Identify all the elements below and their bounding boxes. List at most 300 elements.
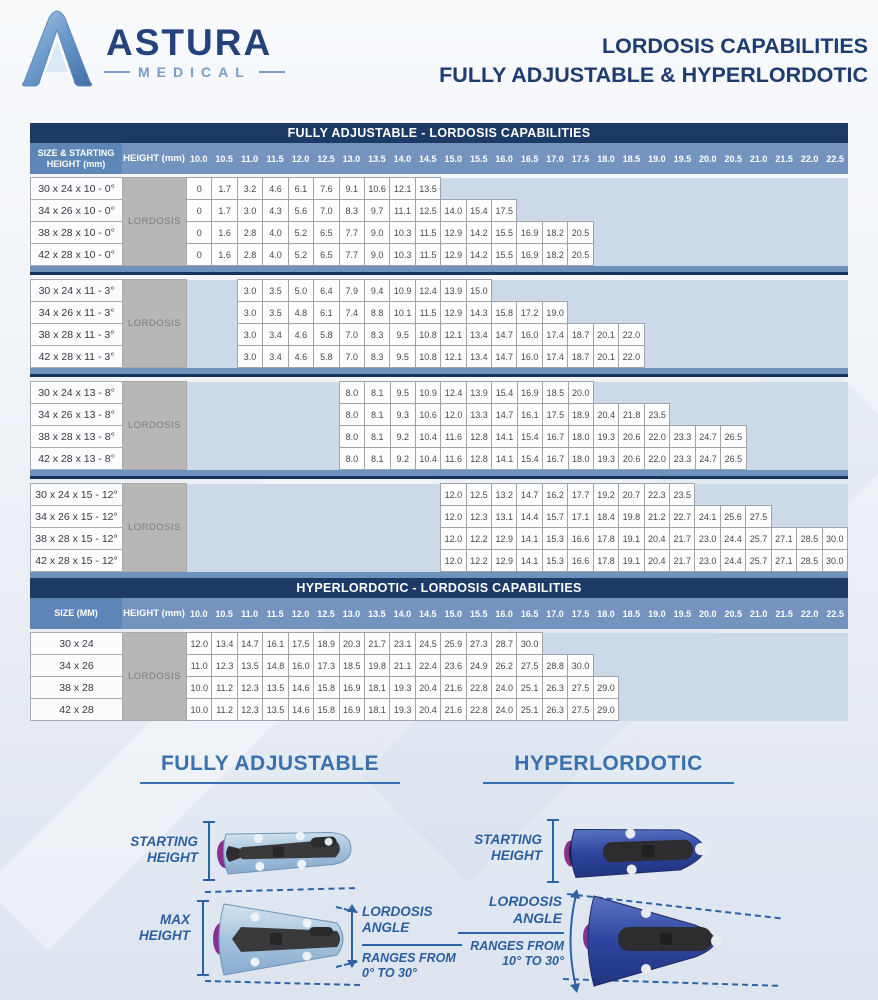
empty-cell bbox=[746, 633, 771, 655]
height-value-header: 17.5 bbox=[568, 598, 593, 629]
empty-cell bbox=[720, 655, 745, 677]
lordosis-value-cell: 9.5 bbox=[390, 382, 415, 404]
empty-cell bbox=[720, 280, 745, 302]
lordosis-value-cell: 20.6 bbox=[619, 448, 644, 470]
lordosis-value-cell: 4.6 bbox=[288, 324, 313, 346]
lordosis-value-cell: 5.2 bbox=[288, 244, 313, 266]
lordosis-value-cell: 23.6 bbox=[441, 655, 466, 677]
lordosis-value-cell: 8.1 bbox=[365, 404, 390, 426]
lordosis-value-cell: 3.0 bbox=[237, 302, 262, 324]
height-value-header: 10.5 bbox=[211, 598, 236, 629]
height-value-header: 22.5 bbox=[822, 598, 848, 629]
height-value-header: 12.0 bbox=[288, 598, 313, 629]
lordosis-value-cell: 11.6 bbox=[441, 426, 466, 448]
empty-cell bbox=[746, 280, 771, 302]
height-value-header: 12.5 bbox=[313, 598, 338, 629]
row-label: 38 x 28 x 11 - 3° bbox=[31, 324, 123, 346]
empty-cell bbox=[187, 528, 212, 550]
empty-cell bbox=[619, 302, 644, 324]
lordosis-value-cell: 7.0 bbox=[339, 324, 364, 346]
empty-cell bbox=[797, 280, 822, 302]
empty-cell bbox=[263, 426, 288, 448]
empty-cell bbox=[695, 699, 720, 721]
empty-cell bbox=[390, 528, 415, 550]
empty-cell bbox=[619, 280, 644, 302]
lordosis-value-cell: 12.0 bbox=[441, 550, 466, 572]
lordosis-value-cell: 27.5 bbox=[517, 655, 542, 677]
height-value-header: 21.0 bbox=[746, 143, 771, 174]
lordosis-value-cell: 10.6 bbox=[415, 404, 440, 426]
lordosis-value-cell: 20.4 bbox=[415, 699, 440, 721]
lordosis-value-cell: 22.3 bbox=[644, 484, 669, 506]
lordosis-value-cell: 25.9 bbox=[441, 633, 466, 655]
fa-lordosis-angle-bracket bbox=[344, 904, 360, 968]
empty-cell bbox=[797, 382, 822, 404]
empty-cell bbox=[695, 302, 720, 324]
empty-cell bbox=[720, 302, 745, 324]
empty-cell bbox=[237, 506, 262, 528]
empty-cell bbox=[822, 302, 847, 324]
height-value-header: 12.0 bbox=[288, 143, 313, 174]
lordosis-value-cell: 12.5 bbox=[415, 200, 440, 222]
empty-cell bbox=[288, 506, 313, 528]
height-value-header: 12.5 bbox=[313, 143, 338, 174]
empty-cell bbox=[212, 550, 237, 572]
lordosis-value-cell: 14.4 bbox=[517, 506, 542, 528]
empty-cell bbox=[593, 244, 618, 266]
empty-cell bbox=[771, 200, 796, 222]
empty-cell bbox=[644, 222, 669, 244]
lordosis-value-cell: 19.3 bbox=[594, 426, 619, 448]
lordosis-value-cell: 24.5 bbox=[415, 633, 440, 655]
empty-cell bbox=[517, 178, 542, 200]
lordosis-value-cell: 24.4 bbox=[720, 528, 745, 550]
lordosis-value-cell: 14.7 bbox=[517, 484, 542, 506]
height-value-header: 16.5 bbox=[517, 598, 542, 629]
empty-cell bbox=[415, 484, 440, 506]
lordosis-value-cell: 3.5 bbox=[263, 302, 288, 324]
lordosis-value-cell: 14.3 bbox=[466, 302, 491, 324]
lordosis-value-cell: 12.2 bbox=[466, 550, 491, 572]
lordosis-value-cell: 12.3 bbox=[237, 699, 262, 721]
lordosis-value-cell: 17.7 bbox=[568, 484, 593, 506]
hl-lordosis-angle-bracket bbox=[562, 888, 580, 994]
lordosis-value-cell: 16.6 bbox=[568, 550, 593, 572]
empty-cell bbox=[746, 200, 771, 222]
lordosis-value-cell: 23.3 bbox=[670, 426, 695, 448]
lordosis-value-cell: 12.9 bbox=[441, 244, 466, 266]
lordosis-value-cell: 8.0 bbox=[339, 404, 364, 426]
empty-cell bbox=[797, 655, 822, 677]
empty-cell bbox=[746, 699, 771, 721]
height-value-header: 20.5 bbox=[721, 143, 746, 174]
lordosis-value-cell: 8.8 bbox=[364, 302, 389, 324]
empty-cell bbox=[263, 506, 288, 528]
empty-cell bbox=[822, 382, 848, 404]
lordosis-value-cell: 12.9 bbox=[441, 222, 466, 244]
empty-cell bbox=[568, 302, 593, 324]
lordosis-value-cell: 13.4 bbox=[466, 346, 491, 368]
empty-cell bbox=[644, 302, 669, 324]
empty-cell bbox=[695, 404, 720, 426]
empty-cell bbox=[720, 200, 745, 222]
fully-adjustable-starting-device-image bbox=[212, 810, 358, 891]
lordosis-value-cell: 11.0 bbox=[187, 655, 212, 677]
fully-adjustable-max-device-image bbox=[210, 896, 352, 982]
lordosis-value-cell: 9.0 bbox=[364, 244, 389, 266]
empty-cell bbox=[237, 528, 262, 550]
empty-cell bbox=[670, 178, 695, 200]
table-group bbox=[30, 632, 848, 721]
empty-cell bbox=[314, 528, 339, 550]
lordosis-value-cell: 6.1 bbox=[314, 302, 339, 324]
lordosis-value-cell: 6.5 bbox=[314, 222, 339, 244]
height-value-header: 15.5 bbox=[466, 598, 491, 629]
empty-cell bbox=[187, 404, 212, 426]
empty-cell bbox=[746, 404, 771, 426]
lordosis-value-cell: 15.4 bbox=[492, 382, 517, 404]
empty-cell bbox=[822, 324, 847, 346]
empty-cell bbox=[746, 484, 771, 506]
lordosis-value-cell: 15.4 bbox=[517, 448, 542, 470]
height-value-header: 14.5 bbox=[415, 143, 440, 174]
empty-cell bbox=[644, 200, 669, 222]
lordosis-value-cell: 23.1 bbox=[390, 633, 415, 655]
lordosis-value-cell: 16.1 bbox=[517, 404, 542, 426]
lordosis-value-cell: 19.8 bbox=[619, 506, 644, 528]
table-group bbox=[30, 279, 848, 368]
hl-lordosis-angle-label: LORDOSIS ANGLE bbox=[488, 893, 562, 927]
empty-cell bbox=[288, 382, 313, 404]
lordosis-value-cell: 9.2 bbox=[390, 448, 415, 470]
lordosis-value-cell: 12.8 bbox=[466, 426, 491, 448]
lordosis-value-cell: 13.1 bbox=[492, 506, 517, 528]
lordosis-value-cell: 7.0 bbox=[314, 200, 339, 222]
lordosis-value-cell: 7.9 bbox=[339, 280, 364, 302]
lordosis-value-cell: 18.4 bbox=[593, 506, 618, 528]
empty-cell bbox=[619, 178, 644, 200]
lordosis-value-cell: 5.0 bbox=[288, 280, 313, 302]
hl-starting-height-label: STARTING HEIGHT bbox=[474, 832, 542, 864]
lordosis-value-cell: 8.0 bbox=[339, 382, 364, 404]
lordosis-value-cell: 15.5 bbox=[492, 222, 517, 244]
lordosis-value-cell: 15.4 bbox=[517, 426, 542, 448]
lordosis-value-cell: 8.0 bbox=[339, 426, 364, 448]
row-label: 34 x 26 bbox=[31, 655, 123, 677]
empty-cell bbox=[212, 404, 237, 426]
table-title-bar: FULLY ADJUSTABLE - LORDOSIS CAPABILITIES bbox=[30, 123, 848, 143]
lordosis-value-cell: 16.9 bbox=[517, 382, 542, 404]
empty-cell bbox=[746, 382, 771, 404]
lordosis-value-cell: 15.3 bbox=[542, 528, 567, 550]
height-value-header: 19.0 bbox=[644, 143, 669, 174]
empty-cell bbox=[542, 633, 567, 655]
empty-cell bbox=[237, 426, 262, 448]
row-label: 30 x 24 bbox=[31, 633, 123, 655]
lordosis-value-cell: 4.8 bbox=[288, 302, 313, 324]
empty-cell bbox=[771, 655, 796, 677]
height-value-header: 18.0 bbox=[593, 143, 618, 174]
empty-cell bbox=[822, 244, 847, 266]
table-title-bar: HYPERLORDOTIC - LORDOSIS CAPABILITIES bbox=[30, 578, 848, 598]
empty-cell bbox=[212, 280, 237, 302]
lordosis-value-cell: 13.5 bbox=[415, 178, 440, 200]
lordosis-value-cell: 12.0 bbox=[187, 633, 212, 655]
lordosis-value-cell: 3.4 bbox=[263, 346, 288, 368]
lordosis-value-cell: 20.3 bbox=[339, 633, 364, 655]
lordosis-value-cell: 8.3 bbox=[339, 200, 364, 222]
empty-cell bbox=[720, 222, 745, 244]
lordosis-value-cell: 4.3 bbox=[263, 200, 288, 222]
empty-cell bbox=[288, 484, 313, 506]
lordosis-value-cell: 15.3 bbox=[542, 550, 567, 572]
empty-cell bbox=[797, 200, 822, 222]
empty-cell bbox=[441, 178, 466, 200]
height-value-header: 14.5 bbox=[415, 598, 440, 629]
lordosis-value-cell: 7.6 bbox=[314, 178, 339, 200]
lordosis-value-cell: 27.5 bbox=[568, 699, 593, 721]
table-row bbox=[31, 633, 848, 655]
empty-cell bbox=[772, 382, 797, 404]
empty-cell bbox=[822, 448, 848, 470]
empty-cell bbox=[822, 404, 848, 426]
empty-cell bbox=[670, 677, 695, 699]
hl-starting-height-bracket bbox=[546, 818, 560, 884]
height-value-header: 16.0 bbox=[491, 143, 516, 174]
empty-cell bbox=[644, 382, 669, 404]
size-column-header: SIZE (MM) bbox=[30, 598, 122, 629]
lordosis-value-cell: 26.5 bbox=[721, 426, 746, 448]
empty-cell bbox=[314, 484, 339, 506]
empty-cell bbox=[822, 655, 847, 677]
lordosis-value-cell: 19.1 bbox=[619, 550, 644, 572]
lordosis-value-cell: 15.0 bbox=[466, 280, 491, 302]
lordosis-value-cell: 19.2 bbox=[593, 484, 618, 506]
lordosis-value-cell: 3.5 bbox=[263, 280, 288, 302]
height-value-header: 20.0 bbox=[695, 143, 720, 174]
lordosis-value-cell: 28.7 bbox=[492, 633, 517, 655]
brand-name: ASTURA bbox=[106, 22, 273, 63]
lordosis-value-cell: 13.5 bbox=[263, 677, 288, 699]
empty-cell bbox=[670, 382, 695, 404]
lordosis-value-cell: 10.6 bbox=[364, 178, 389, 200]
empty-cell bbox=[695, 324, 720, 346]
lordosis-value-cell: 12.1 bbox=[441, 346, 466, 368]
lordosis-value-cell: 28.5 bbox=[797, 550, 822, 572]
lordosis-value-cell: 22.4 bbox=[415, 655, 440, 677]
fa-max-height-bracket bbox=[196, 899, 210, 977]
lordosis-value-cell: 12.5 bbox=[466, 484, 491, 506]
row-label: 42 x 28 x 13 - 8° bbox=[31, 448, 123, 470]
height-value-header: 10.0 bbox=[186, 598, 211, 629]
height-column-header: HEIGHT (mm) bbox=[122, 598, 186, 629]
row-label: 30 x 24 x 11 - 3° bbox=[31, 280, 123, 302]
empty-cell bbox=[288, 448, 313, 470]
lordosis-value-cell: 17.3 bbox=[314, 655, 339, 677]
lordosis-value-cell: 8.0 bbox=[339, 448, 364, 470]
lordosis-value-cell: 25.1 bbox=[517, 677, 542, 699]
lordosis-value-cell: 0 bbox=[187, 222, 212, 244]
lordosis-value-cell: 3.0 bbox=[237, 280, 262, 302]
empty-cell bbox=[237, 448, 262, 470]
row-label: 38 x 28 bbox=[31, 677, 123, 699]
lordosis-value-cell: 12.1 bbox=[390, 178, 415, 200]
empty-cell bbox=[695, 178, 720, 200]
row-label: 42 x 28 x 10 - 0° bbox=[31, 244, 123, 266]
empty-cell bbox=[771, 280, 796, 302]
empty-cell bbox=[364, 484, 389, 506]
lordosis-value-cell: 13.9 bbox=[441, 280, 466, 302]
lordosis-value-cell: 21.8 bbox=[619, 404, 644, 426]
lordosis-value-cell: 18.0 bbox=[568, 426, 593, 448]
lordosis-value-cell: 3.0 bbox=[237, 200, 262, 222]
empty-cell bbox=[721, 382, 746, 404]
empty-cell bbox=[822, 484, 847, 506]
empty-cell bbox=[644, 346, 669, 368]
lordosis-value-cell: 11.5 bbox=[415, 244, 440, 266]
lordosis-value-cell: 12.3 bbox=[466, 506, 491, 528]
empty-cell bbox=[237, 484, 262, 506]
lordosis-value-cell: 10.4 bbox=[415, 448, 440, 470]
empty-cell bbox=[670, 404, 695, 426]
lordosis-value-cell: 21.6 bbox=[441, 677, 466, 699]
empty-cell bbox=[568, 633, 593, 655]
empty-cell bbox=[593, 302, 618, 324]
empty-cell bbox=[670, 324, 695, 346]
empty-cell bbox=[670, 302, 695, 324]
lordosis-value-cell: 25.1 bbox=[517, 699, 542, 721]
empty-cell bbox=[771, 178, 796, 200]
empty-cell bbox=[237, 404, 262, 426]
lordosis-value-cell: 25.6 bbox=[720, 506, 745, 528]
page-title-line2: FULLY ADJUSTABLE & HYPERLORDOTIC bbox=[439, 62, 868, 87]
lordosis-value-cell: 7.4 bbox=[339, 302, 364, 324]
hyperlordotic-heading-underline bbox=[483, 782, 734, 784]
empty-cell bbox=[466, 178, 491, 200]
lordosis-value-cell: 9.4 bbox=[364, 280, 389, 302]
height-value-header: 18.5 bbox=[619, 598, 644, 629]
empty-cell bbox=[797, 244, 822, 266]
height-value-header: 14.0 bbox=[390, 143, 415, 174]
table-row bbox=[31, 178, 848, 200]
empty-cell bbox=[644, 244, 669, 266]
empty-cell bbox=[594, 382, 619, 404]
empty-cell bbox=[314, 426, 339, 448]
empty-cell bbox=[187, 550, 212, 572]
lordosis-value-cell: 4.6 bbox=[288, 346, 313, 368]
hl-angle-rule bbox=[458, 932, 564, 934]
empty-cell bbox=[746, 222, 771, 244]
lordosis-value-cell: 2.8 bbox=[237, 222, 262, 244]
empty-cell bbox=[797, 178, 822, 200]
lordosis-value-cell: 12.0 bbox=[441, 528, 466, 550]
height-value-header: 10.0 bbox=[186, 143, 211, 174]
empty-cell bbox=[822, 346, 847, 368]
lordosis-value-cell: 24.0 bbox=[492, 699, 517, 721]
lordosis-value-cell: 9.2 bbox=[390, 426, 415, 448]
lordosis-value-cell: 10.0 bbox=[187, 677, 212, 699]
lordosis-value-cell: 12.8 bbox=[466, 448, 491, 470]
empty-cell bbox=[390, 550, 415, 572]
lordosis-value-cell: 10.9 bbox=[415, 382, 440, 404]
lordosis-value-cell: 17.4 bbox=[542, 324, 567, 346]
empty-cell bbox=[670, 655, 695, 677]
empty-cell bbox=[771, 346, 796, 368]
height-value-header: 17.5 bbox=[568, 143, 593, 174]
empty-cell bbox=[772, 426, 797, 448]
lordosis-value-cell: 18.9 bbox=[314, 633, 339, 655]
height-value-header: 13.5 bbox=[364, 598, 389, 629]
lordosis-value-cell: 6.5 bbox=[314, 244, 339, 266]
lordosis-value-cell: 19.3 bbox=[594, 448, 619, 470]
height-value-header: 22.0 bbox=[797, 598, 822, 629]
empty-cell bbox=[772, 448, 797, 470]
lordosis-value-cell: 18.5 bbox=[339, 655, 364, 677]
empty-cell bbox=[695, 677, 720, 699]
lordosis-value-cell: 14.8 bbox=[263, 655, 288, 677]
empty-cell bbox=[212, 506, 237, 528]
lordosis-value-cell: 20.5 bbox=[568, 222, 593, 244]
lordosis-value-cell: 19.3 bbox=[390, 677, 415, 699]
empty-cell bbox=[797, 426, 822, 448]
empty-cell bbox=[619, 382, 644, 404]
empty-cell bbox=[720, 677, 745, 699]
astura-logo-mark-icon bbox=[12, 8, 102, 90]
empty-cell bbox=[492, 178, 517, 200]
hyperlordotic-heading: HYPERLORDOTIC bbox=[514, 752, 703, 775]
size-column-header: SIZE & STARTING HEIGHT (mm) bbox=[30, 143, 122, 174]
height-value-header: 19.0 bbox=[644, 598, 669, 629]
height-value-header: 20.0 bbox=[695, 598, 720, 629]
lordosis-value-cell: 16.0 bbox=[517, 324, 542, 346]
height-value-header: 13.0 bbox=[339, 143, 364, 174]
empty-cell bbox=[721, 404, 746, 426]
lordosis-value-cell: 14.1 bbox=[517, 528, 542, 550]
lordosis-value-cell: 12.0 bbox=[441, 404, 466, 426]
empty-cell bbox=[619, 200, 644, 222]
row-label: 34 x 26 x 13 - 8° bbox=[31, 404, 123, 426]
empty-cell bbox=[695, 346, 720, 368]
lordosis-value-cell: 21.7 bbox=[670, 550, 695, 572]
empty-cell bbox=[364, 528, 389, 550]
hl-range-label: RANGES FROM 10° TO 30° bbox=[470, 939, 564, 969]
lordosis-value-cell: 14.6 bbox=[288, 699, 313, 721]
empty-cell bbox=[187, 346, 212, 368]
lordosis-value-cell: 22.0 bbox=[644, 448, 669, 470]
page-title bbox=[439, 32, 868, 89]
lordosis-value-cell: 6.4 bbox=[314, 280, 339, 302]
lordosis-value-cell: 20.4 bbox=[415, 677, 440, 699]
lordosis-value-cell: 1.7 bbox=[212, 200, 237, 222]
table-row bbox=[31, 484, 848, 506]
lordosis-value-cell: 21.1 bbox=[390, 655, 415, 677]
lordosis-value-cell: 12.9 bbox=[441, 302, 466, 324]
empty-cell bbox=[695, 655, 720, 677]
empty-cell bbox=[212, 448, 237, 470]
lordosis-value-cell: 15.8 bbox=[492, 302, 517, 324]
empty-cell bbox=[364, 506, 389, 528]
empty-cell bbox=[720, 346, 745, 368]
lordosis-value-cell: 14.1 bbox=[492, 426, 517, 448]
lordosis-value-cell: 9.5 bbox=[390, 324, 415, 346]
empty-cell bbox=[492, 280, 517, 302]
height-value-header: 11.5 bbox=[262, 143, 287, 174]
lordosis-value-cell: 21.6 bbox=[441, 699, 466, 721]
lordosis-value-cell: 6.1 bbox=[288, 178, 313, 200]
height-value-header: 16.5 bbox=[517, 143, 542, 174]
fa-range-label: RANGES FROM 0° TO 30° bbox=[362, 951, 456, 981]
empty-cell bbox=[797, 404, 822, 426]
